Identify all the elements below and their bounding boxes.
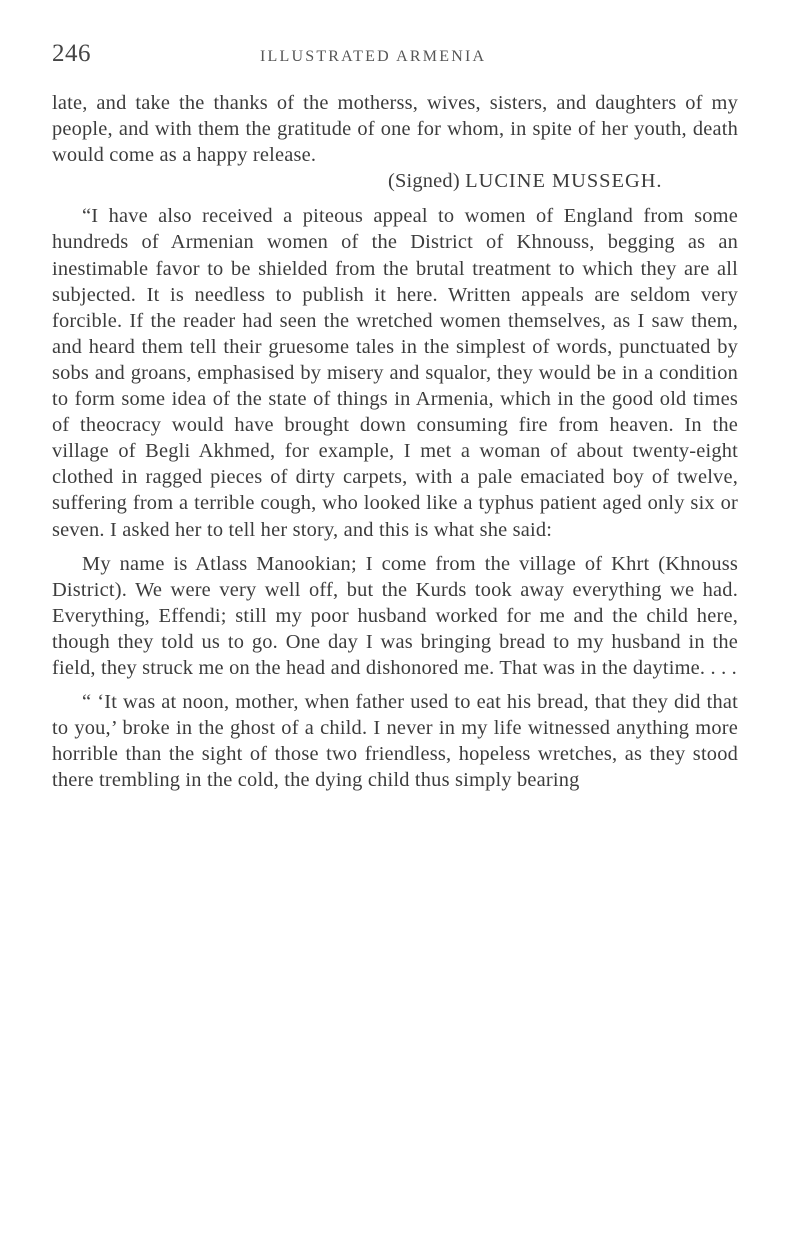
signature-name: LUCINE MUSSEGH.: [465, 170, 663, 193]
signature-line: [52, 168, 738, 194]
signature-prefix: (Signed): [388, 170, 460, 193]
page-header: [52, 40, 732, 80]
paragraph-child-ghost: “ ‘It was at noon, mother, when father used to eat his bread, that they did that to you,’ broke in the ghost of a child. I never in my life witnessed anything more horrible than the sight of those two friendless, hopeless wretches, as they stood there trembling in the cold, the dying child thus simply bearing: [52, 691, 738, 792]
paragraph-appeal: “I have also received a piteous appeal to women of England from some hundreds of Armenian women of the District of Khnouss, begging as an inestimable favor to be shielded from the brutal treatment to which they are all subjected. It is needless to publish it here. Written appeals are seldom very forcible. If the reader had seen the wretched women themselves, as I saw them, and heard them tell their gruesome tales in the simplest of words, punctuated by sobs and groans, emphasised by misery and squalor, they would be in a condition to form some idea of the state of things in Armenia, which in the good old times of theocracy would have brought down consuming fire from heaven. In the village of Begli Akhmed, for example, I met a woman of about twenty-eight clothed in ragged pieces of dirty carpets, with a pale emaciated boy of twelve, suffering from a terrible cough, who looked like a typhus patient aged only six or seven. I asked her to tell her story, and this is what she said:: [52, 205, 738, 541]
paragraph-letter-ending: late, and take the thanks of the motherss, wives, sisters, and daughters of my people, and with them the gratitude of one for whom, in spite of her youth, death would come as a happy release.: [52, 92, 738, 167]
paragraph-testimony: My name is Atlass Manookian; I come from the village of Khrt (Khnouss District). We were very well off, but the Kurds took away everything we had. Everything, Effendi; still my poor husband worked for me and the child here, though they told us to go. One day I was bringing bread to my husband in the field, they struck me on the head and dishonored me. That was in the daytime. . . .: [52, 552, 738, 679]
page-body: [52, 90, 738, 793]
page-number: 246: [52, 40, 91, 67]
running-title: ILLUSTRATED ARMENIA: [260, 48, 487, 65]
